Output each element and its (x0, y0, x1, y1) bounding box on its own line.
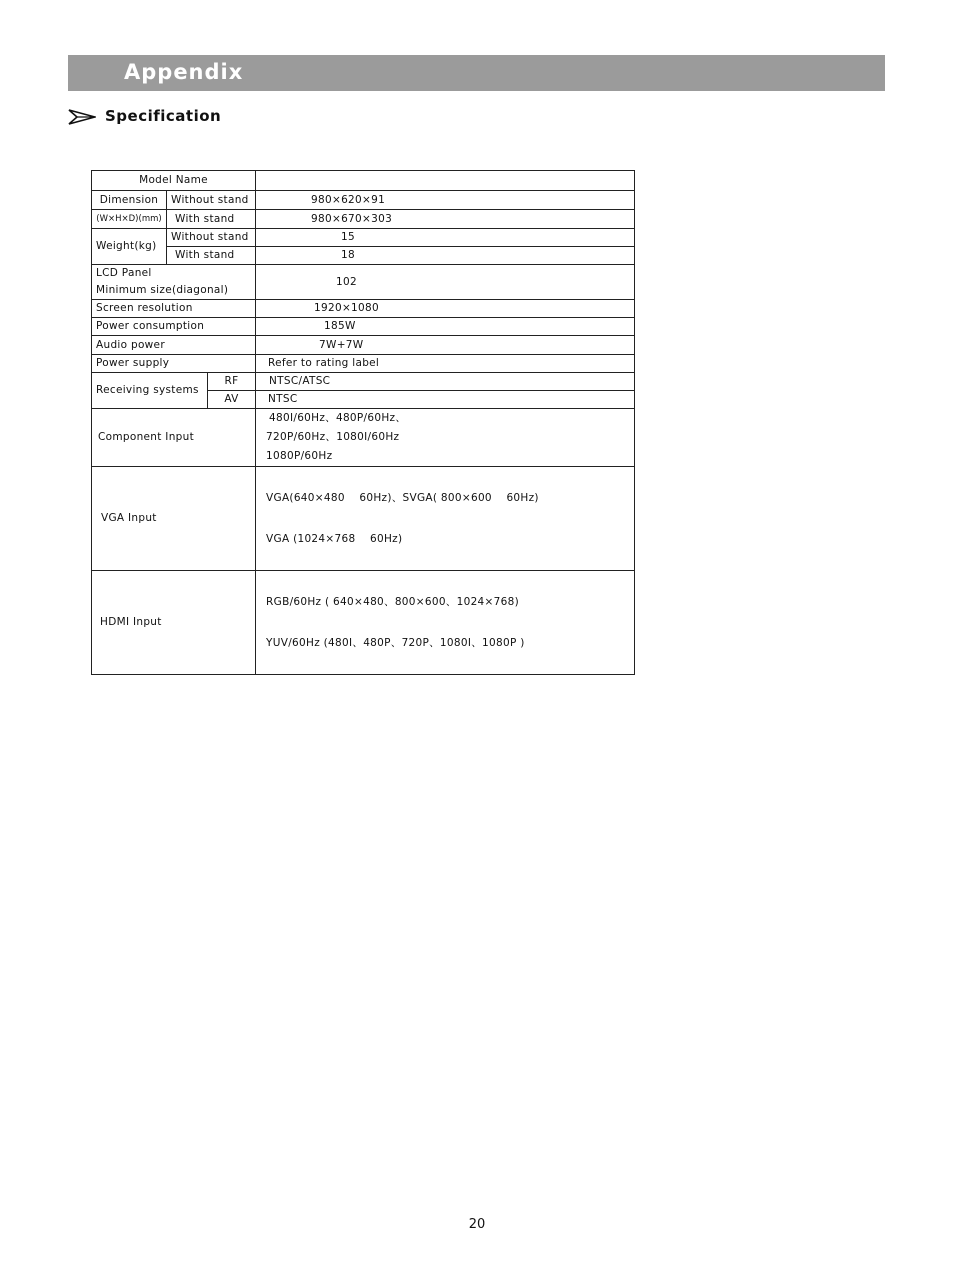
av-label: AV (208, 391, 256, 409)
power-consumption-value: 185W (256, 318, 635, 336)
lcd-panel-value: 102 (256, 265, 635, 300)
appendix-banner (68, 55, 885, 91)
table-row (92, 229, 635, 247)
av-value: NTSC (256, 391, 635, 409)
table-row (92, 373, 635, 391)
lcd-panel-label-line-1: LCD Panel (96, 267, 152, 279)
table-row (92, 171, 635, 191)
rf-label: RF (208, 373, 256, 391)
table-row (92, 210, 635, 229)
table-row (92, 265, 635, 300)
rf-value: NTSC/ATSC (256, 373, 635, 391)
weight-without-stand-label: Without stand (167, 229, 256, 247)
screen-resolution-value: 1920×1080 (256, 300, 635, 318)
component-input-line-3: 1080P/60Hz (266, 450, 333, 462)
audio-power-value: 7W+7W (256, 336, 635, 355)
table-row (92, 336, 635, 355)
model-name-label: Model Name (92, 171, 256, 191)
vga-input-line-2: VGA (1024×768 60Hz) (266, 533, 403, 545)
dimension-unit: (W×H×D)(mm) (92, 210, 167, 229)
weight-with-stand-value: 18 (256, 247, 635, 265)
page-number: 20 (468, 1217, 486, 1232)
screen-resolution-label: Screen resolution (92, 300, 256, 318)
table-row (92, 191, 635, 210)
dimension-with-stand-label: With stand (167, 210, 256, 229)
table-row (92, 318, 635, 336)
receiving-systems-label: Receiving systems (92, 373, 208, 409)
banner-title: Appendix (124, 60, 244, 84)
table-row (92, 300, 635, 318)
hdmi-input-label: HDMI Input (92, 571, 256, 675)
lcd-panel-label (92, 265, 256, 300)
vga-input-label: VGA Input (92, 467, 256, 571)
table-row (92, 355, 635, 373)
weight-label: Weight(kg) (92, 229, 167, 265)
component-input-value (256, 409, 635, 467)
table-row (92, 409, 635, 467)
table-row (92, 571, 635, 675)
hdmi-input-line-2: YUV/60Hz (480I、480P、720P、1080I、1080P ) (266, 637, 525, 649)
section-title: Specification (105, 107, 222, 125)
audio-power-label: Audio power (92, 336, 256, 355)
power-consumption-label: Power consumption (92, 318, 256, 336)
model-name-value (256, 171, 635, 191)
component-input-line-2: 720P/60Hz、1080I/60Hz (266, 431, 400, 443)
dimension-without-stand-value: 980×620×91 (256, 191, 635, 210)
table-row (92, 467, 635, 571)
hdmi-input-value (256, 571, 635, 675)
dimension-label: Dimension (92, 191, 167, 210)
arrow-icon (68, 109, 96, 125)
dimension-without-stand-label: Without stand (167, 191, 256, 210)
vga-input-value (256, 467, 635, 571)
hdmi-input-line-1: RGB/60Hz ( 640×480、800×600、1024×768) (266, 596, 519, 608)
power-supply-label: Power supply (92, 355, 256, 373)
dimension-with-stand-value: 980×670×303 (256, 210, 635, 229)
vga-input-line-1: VGA(640×480 60Hz)、SVGA( 800×600 60Hz) (266, 492, 539, 504)
table-row (92, 247, 635, 265)
component-input-line-1: 480I/60Hz、480P/60Hz、 (269, 412, 407, 424)
weight-with-stand-label: With stand (167, 247, 256, 265)
weight-without-stand-value: 15 (256, 229, 635, 247)
lcd-panel-label-line-2: Minimum size(diagonal) (96, 284, 229, 296)
specification-table (91, 170, 635, 675)
power-supply-value: Refer to rating label (256, 355, 635, 373)
component-input-label: Component Input (92, 409, 256, 467)
